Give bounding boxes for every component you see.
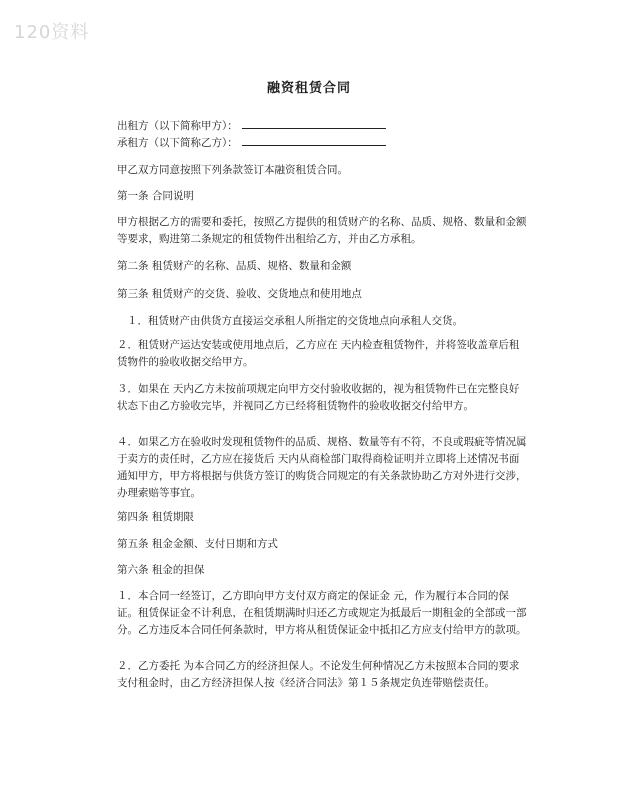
party-lessee <box>117 135 527 152</box>
clause: ２．乙方委托 为本合同乙方的经济担保人。不论发生何种情况乙方未按照本合同的要求支付租金时，由乙方经济担保人按《经济合同法》第１５条规定负连带赔偿责任。 <box>117 660 520 689</box>
party-lessor <box>117 118 527 135</box>
paragraph: 甲乙双方同意按照下列条款签订本融资租赁合同。 <box>117 164 348 176</box>
party-lessor-label: 出租方（以下简称甲方）： <box>117 120 238 132</box>
article-heading: 第六条 租金的担保 <box>117 564 205 576</box>
clause: ２．租赁财产运达安装或使用地点后，乙方应在 天内检查租赁物件，并将签收盖章后租赁物件的验收收据交给甲方。 <box>117 339 520 368</box>
article-heading: 第五条 租金金额、支付日期和方式 <box>117 538 278 550</box>
article-heading: 第二条 租赁财产的名称、品质、规格、数量和金额 <box>117 260 352 272</box>
article-heading: 第四条 租赁期限 <box>117 511 194 523</box>
clause: ３．如果在 天内乙方未按前项规定向甲方交付验收收据的，视为租赁物件已在完整良好状态下由乙方验收完毕，并视同乙方已经将租赁物件的验收收据交付给甲方。 <box>117 383 520 412</box>
article-heading: 第一条 合同说明 <box>117 190 194 202</box>
party-lessee-label: 承租方（以下简称乙方）： <box>117 137 238 149</box>
page-title: 融资租赁合同 <box>266 81 351 96</box>
clause: １．租赁财产由供货方直接运交承租人所指定的交货地点向承租人交货。 <box>127 315 463 327</box>
clause: ４．如果乙方在验收时发现租赁物件的品质、规格、数量等有不符，不良或瑕疵等情况属于卖方的责任时，乙方应在接货后 天内从商检部门取得商检证明并立即将上述情况书面通知甲方，甲方将根据与供货方签订的购货合同规定的有关条款协助乙方对外进行交涉，办理索赔等事宜。 <box>117 436 527 499</box>
party-lessee-blank <box>242 135 386 146</box>
party-lessor-blank <box>242 118 386 129</box>
paragraph: 甲方根据乙方的需要和委托，按照乙方提供的租赁财产的名称、品质、规格、数量和金额等要求，购进第二条规定的租赁物件出租给乙方，并由乙方承租。 <box>117 216 527 245</box>
clause: １．本合同一经签订，乙方即向甲方支付双方商定的保证金 元，作为履行本合同的保证。租赁保证金不计利息，在租赁期满时归还乙方或规定为抵最后一期租金的全部或一部分。乙方违反本合同任何条款时，甲方将从租赁保证金中抵扣乙方应支付给甲方的款项。 <box>117 590 527 636</box>
watermark: 120资料 <box>14 22 90 43</box>
article-heading: 第三条 租赁财产的交货、验收、交货地点和使用地点 <box>117 288 362 300</box>
